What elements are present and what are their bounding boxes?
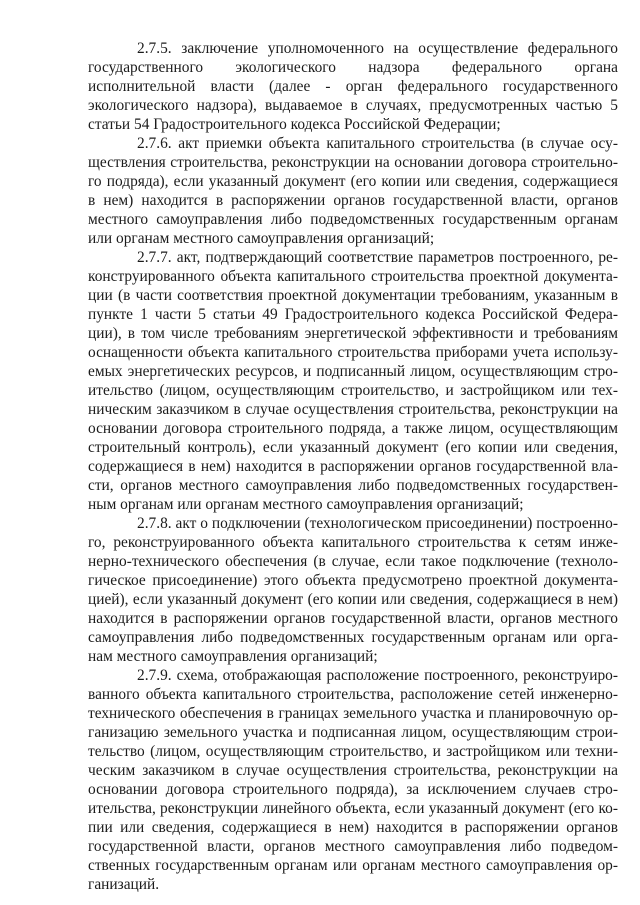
text-line: самоуправления либо подведомственных государственным органам или орга- [88,629,618,646]
text-line: пункте 1 части 5 статьи 49 Градостроительного кодекса Российской Федера- [88,306,618,323]
text-line: нам местного самоуправления организаций; [88,648,378,665]
text-line: исполнительной власти (далее - орган федерального государственного [88,78,618,95]
text-line: содержащиеся в нем) находится в распоряжении органов государственной вла- [88,458,618,475]
text-line: ственных государственным органам или органам местного самоуправления ор- [88,857,618,874]
text-line: строительный контроль), если указанный документ (его копии или сведения, [88,439,618,456]
text-line: или органам местного самоуправления организаций; [88,230,435,247]
text-line: нерно-технического обеспечения (в случае, если такое подключение (техноло- [88,553,618,570]
text-line: 2.7.6. акт приемки объекта капитального строительства (в случае осу- [137,135,618,152]
text-line: ительства, реконструкции линейного объекта, если указанный документ (его ко- [88,800,618,817]
text-line: ции (в части соответствия проектной документации требованиям, указанным в [88,287,618,304]
text-line: ганизацию земельного участка и подписанная лицом, осуществляющим строи- [88,724,618,741]
text-line: основании договора строительного подряда, а также лицом, осуществляющим [88,420,618,437]
text-line: 2.7.8. акт о подключении (технологическом присоединении) построенно- [137,515,618,532]
text-line: ции), в том числе требованиям энергетической эффективности и требованиям [88,325,618,342]
text-line: местного самоуправления либо подведомственных государственным органам [88,211,618,228]
text-line: емых энергетических ресурсов, и подписанный лицом, осуществляющим стро- [88,363,618,380]
text-line: государственной власти, органов местного самоуправления либо подведом- [88,838,618,855]
text-line: технического обеспечения в границах земельного участка и планировочную ор- [88,705,618,722]
text-line: 2.7.7. акт, подтверждающий соответствие параметров построенного, ре- [137,249,618,266]
text-line: ническим заказчиком в случае осуществления строительства, реконструкции на [88,401,618,418]
text-line: сти, органов местного самоуправления либо подведомственных государствен- [88,477,618,494]
text-line: го, реконструированного объекта капитального строительства к сетям инже- [88,534,618,551]
text-line: экологического надзора), выдаваемое в случаях, предусмотренных частью 5 [88,97,618,114]
text-line: ществления строительства, реконструкции на основании договора строительно- [88,154,618,171]
text-line: 2.7.9. схема, отображающая расположение построенного, реконструиро- [137,667,618,684]
text-line: основании договора строительного подряда), за исключением случаев стро- [88,781,618,798]
text-line: ганизаций. [88,876,160,893]
text-line: ческим заказчиком в случае осуществления строительства, реконструкции на [88,762,618,779]
text-line: цией), если указанный документ (его копии или сведения, содержащиеся в нем) [88,591,618,608]
text-line: ванного объекта капитального строительства, расположение сетей инженерно- [88,686,618,703]
text-line: ным органам или органам местного самоуправления организаций; [88,496,524,513]
text-line: статьи 54 Градостроительного кодекса Российской Федерации; [88,116,501,133]
text-line: государственного экологического надзора федерального органа [88,59,618,76]
text-line: находится в распоряжении органов государственной власти, органов местного [88,610,618,627]
text-line: гическое присоединение) этого объекта предусмотрено проектной документа- [88,572,618,589]
text-line: пии или сведения, содержащиеся в нем) находится в распоряжении органов [88,819,618,836]
text-line: оснащенности объекта капитального строительства приборами учета использу- [88,344,618,361]
text-line: 2.7.5. заключение уполномоченного на осуществление федерального [137,40,618,57]
text-line: ительство (лицом, осуществляющим строительство, и застройщиком или тех- [88,382,618,399]
text-line: конструированного объекта капитального строительства проектной документа- [88,268,618,285]
text-line: тельство (лицом, осуществляющим строительство, и застройщиком или техни- [88,743,618,760]
text-line: в нем) находится в распоряжении органов государственной власти, органов [88,192,618,209]
text-line: го подряда), если указанный документ (его копии или сведения, содержащиеся [88,173,618,190]
